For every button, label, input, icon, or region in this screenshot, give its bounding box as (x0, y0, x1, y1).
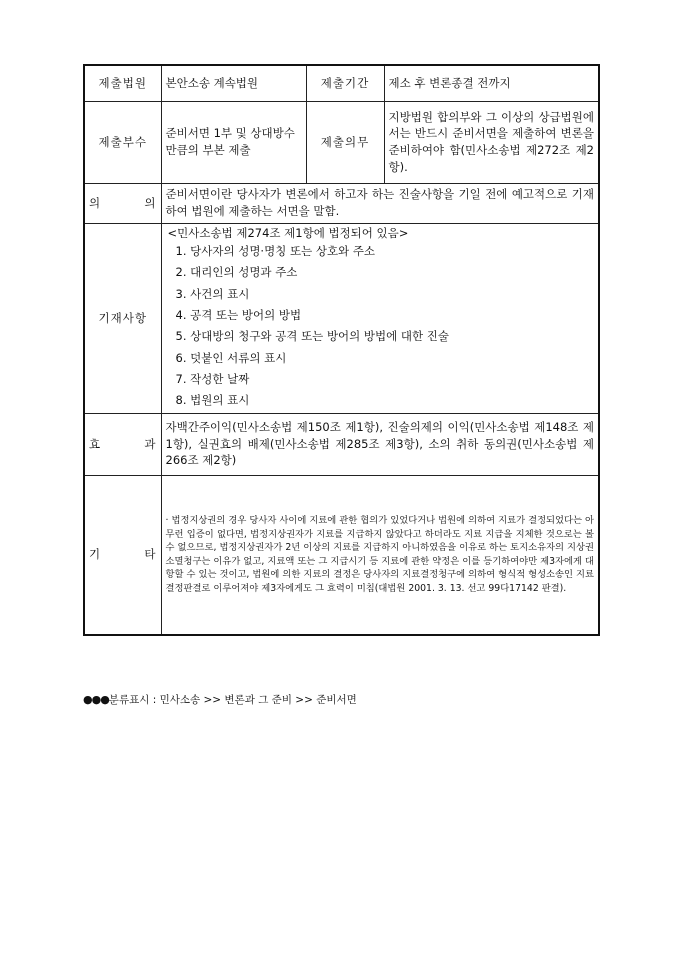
effect-value: 자백간주이익(민사소송법 제150조 제1항), 진술의제의 이익(민사소송법 제148조 제1항), 실권효의 배제(민사소송법 제285조 제3항), 소의 취하 동의권(민사소송법 제266조 제2항) (161, 413, 599, 475)
list-item: 1. 당사자의 성명·명칭 또는 상호와 주소 (175, 244, 376, 259)
category-path: 분류표시 : 민사소송 >> 변론과 그 준비 >> 준비서면 (108, 694, 357, 706)
court-value: 본안소송 계속법원 (161, 65, 306, 101)
items-row (84, 223, 599, 413)
other-row (84, 475, 599, 635)
list-item: 6. 덧붙인 서류의 표시 (175, 350, 287, 365)
meaning-label: 의 의 (84, 183, 161, 223)
period-label: 제출기간 (306, 65, 384, 101)
bullet-dots: ●●● (83, 693, 109, 706)
duty-value: 지방법원 합의부와 그 이상의 상급법원에서는 반드시 준비서면을 제출하여 변론을 준비하여야 함(민사소송법 제272조 제2항). (384, 101, 599, 183)
other-label: 기 타 (84, 475, 161, 635)
category-footer (83, 692, 357, 707)
items-heading: <민사소송법 제274조 제1항에 법정되어 있음> (167, 225, 409, 240)
copies-value: 준비서면 1부 및 상대방수만큼의 부본 제출 (161, 101, 306, 183)
effect-label: 효 과 (84, 413, 161, 475)
document-table (83, 64, 600, 636)
list-item: 4. 공격 또는 방어의 방법 (175, 308, 302, 323)
effect-row (84, 413, 599, 475)
list-item: 2. 대리인의 성명과 주소 (175, 265, 298, 280)
copies-row (84, 101, 599, 183)
list-item: 5. 상대방의 청구와 공격 또는 방어의 방법에 대한 진술 (175, 329, 450, 344)
meaning-value: 준비서면이란 당사자가 변론에서 하고자 하는 진술사항을 기일 전에 예고적으로 기재하여 법원에 제출하는 서면을 말함. (161, 183, 599, 223)
period-value: 제소 후 변론종결 전까지 (384, 65, 599, 101)
court-label: 제출법원 (84, 65, 161, 101)
items-list (166, 241, 595, 411)
list-item: 7. 작성한 날짜 (175, 371, 250, 386)
list-item: 8. 법원의 표시 (175, 393, 250, 408)
copies-label: 제출부수 (84, 101, 161, 183)
list-item: 3. 사건의 표시 (175, 286, 250, 301)
meaning-row (84, 183, 599, 223)
items-label: 기재사항 (84, 223, 161, 413)
duty-label: 제출의무 (306, 101, 384, 183)
items-cell (161, 223, 599, 413)
header-row (84, 65, 599, 101)
other-value: · 법정지상권의 경우 당사자 사이에 지료에 관한 협의가 있었다거나 법원에 의하여 지료가 결정되었다는 아무런 입증이 없다면, 법정지상권자가 지료를 지급하지 않았다고 하더라도 지료 지급을 지체한 것으로는 볼 수 없으므로, 법정지상권자가 2년 이상의 지료를 지급하지 아니하였음을 이유로 하는 토지소유자의 지상권소멸청구는 이유가 없고, 지료액 또는 그 지급시기 등 지료에 관한 약정은 이를 등기하여야만 제3자에게 대항할 수 있는 것이고, 법원에 의한 지료의 결정은 당사자의 지료결정청구에 의하여 형식적 형성소송인 지료결정판결로 이루어져야 제3자에게도 그 효력이 미침(대법원 2001. 3. 13. 선고 99다17142 판결). (161, 475, 599, 635)
